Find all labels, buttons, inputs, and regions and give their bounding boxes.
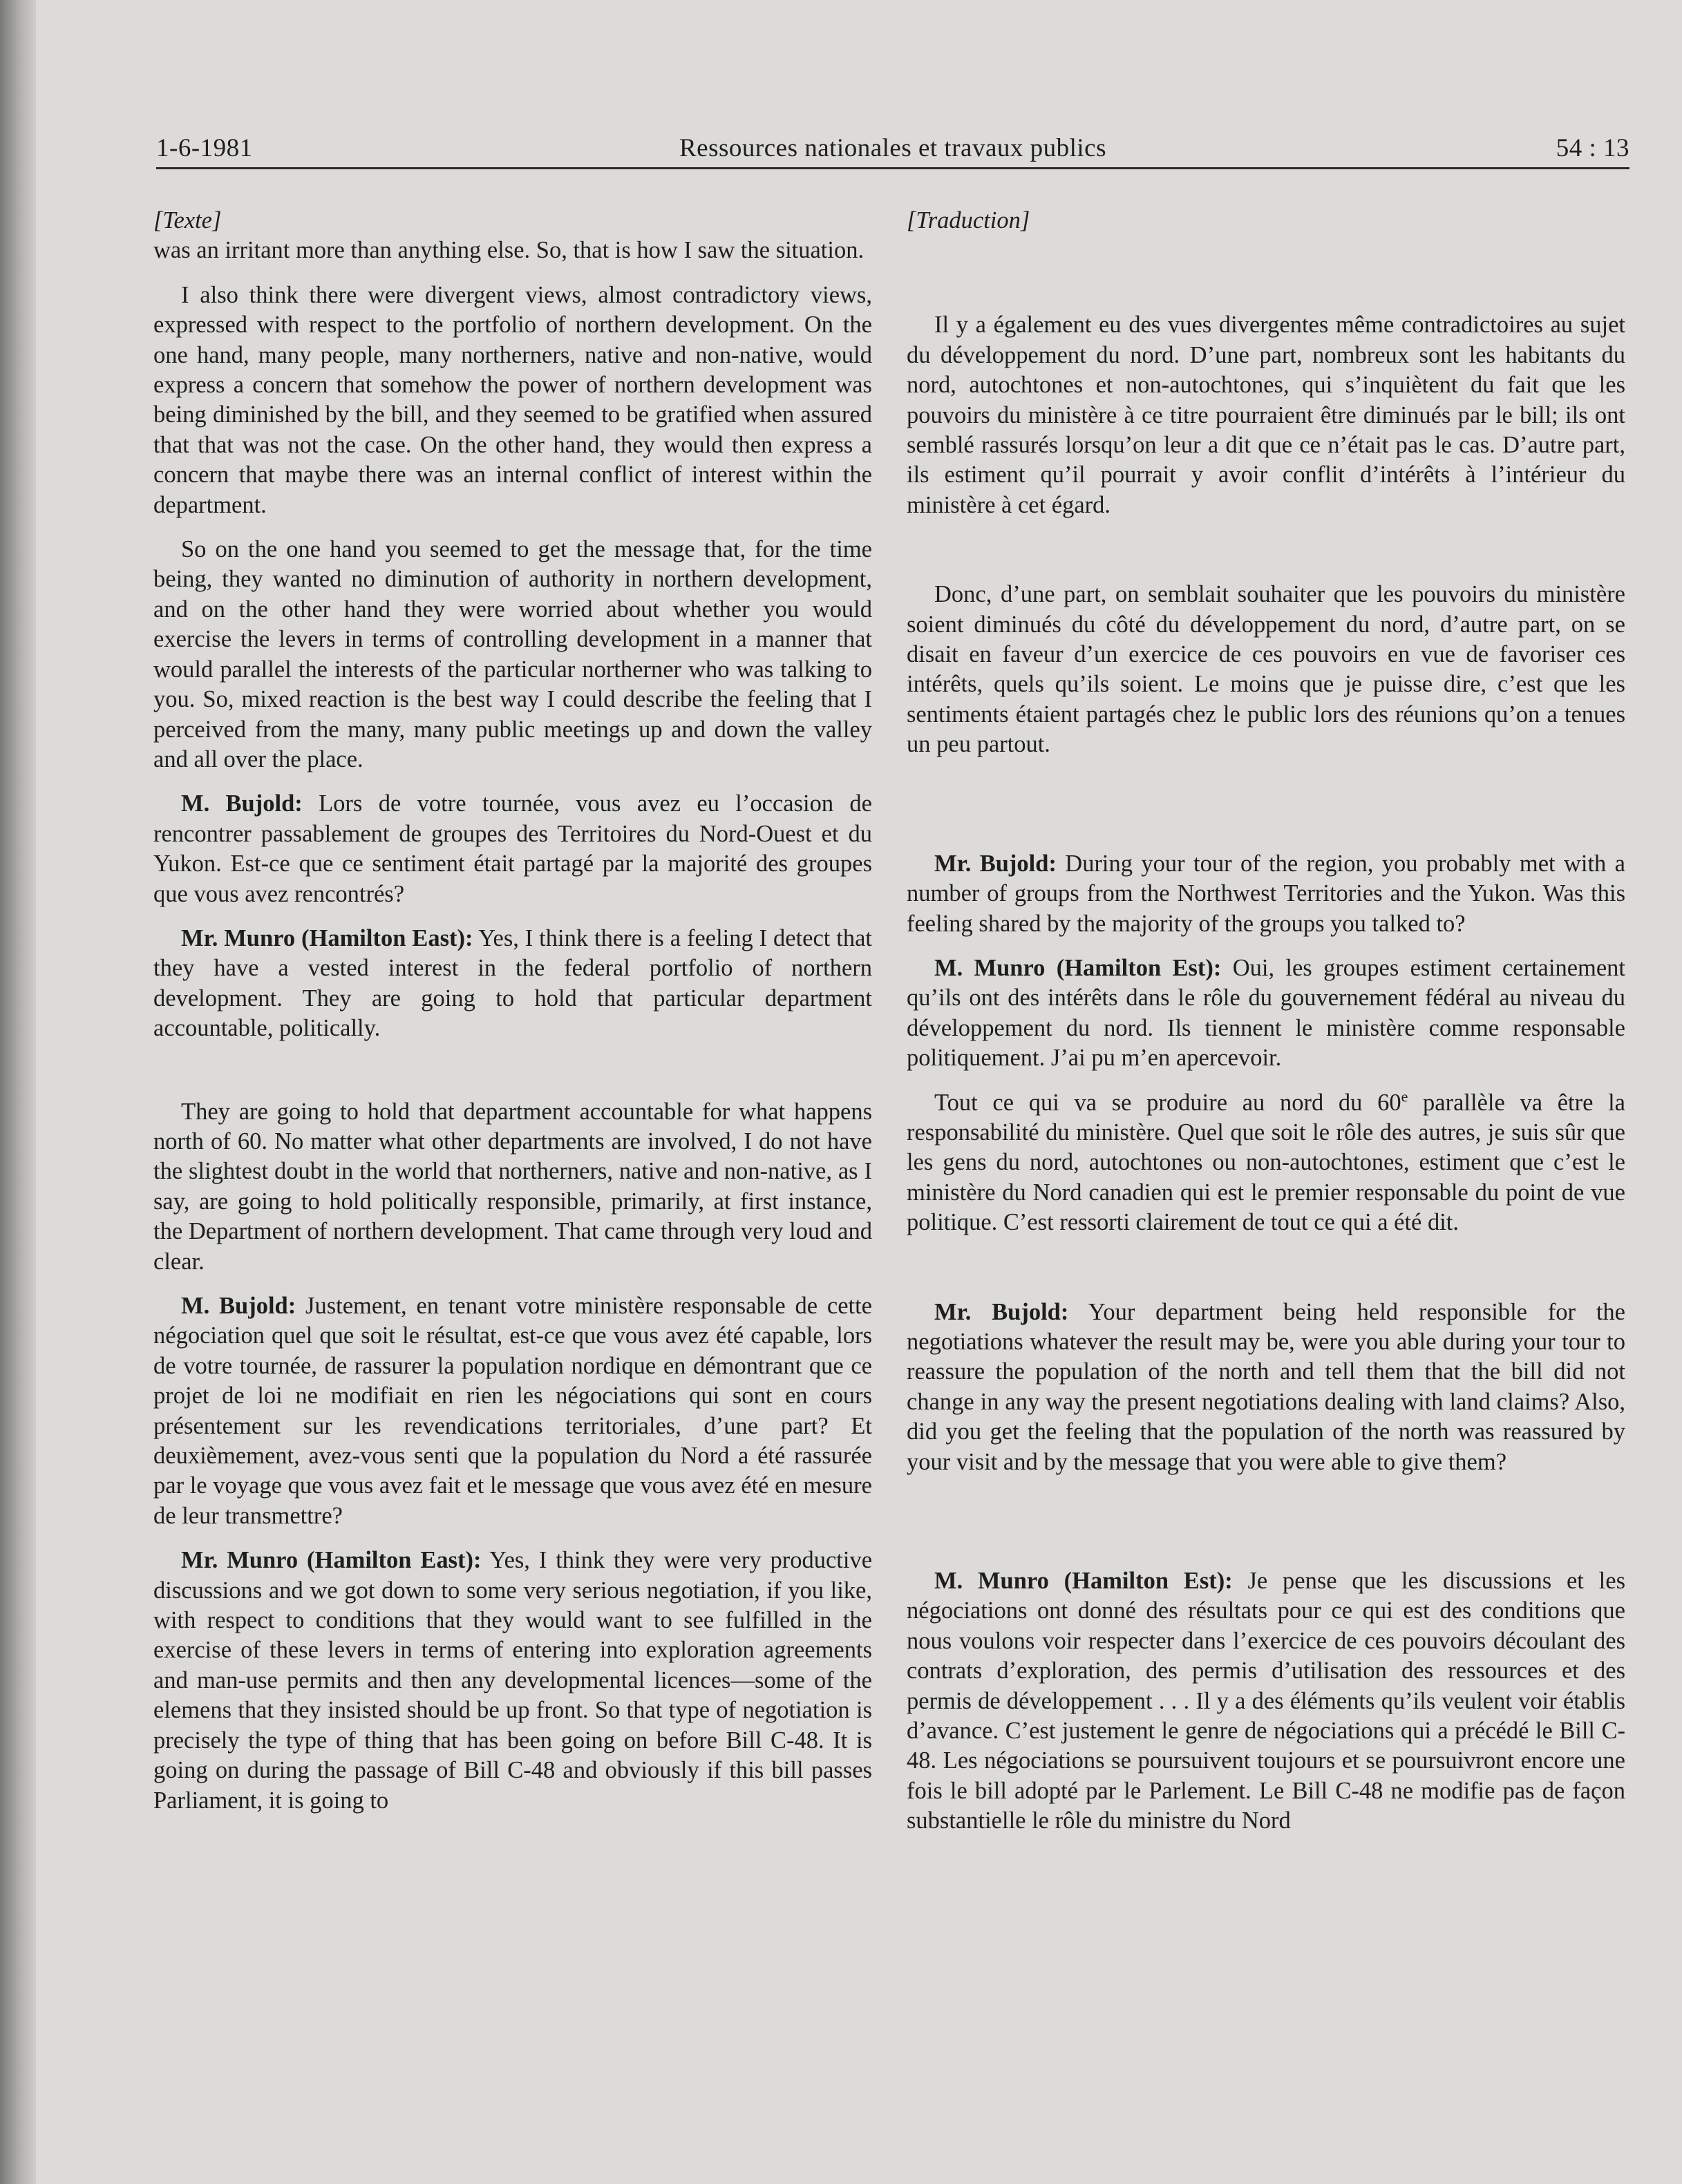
paragraph: Donc, d’une part, on semblait souhaiter que les pouvoirs du ministère soient diminués du côté du développement du nord, d’autre part, on se disait en faveur d’un exercice de ces pouvoirs en vue de favoriser ces intérêts, quels qu’ils soient. Le moins que je puisse dire, c’est que les sentiments étaient partagés chez le public lors des réunions qu’on a tenues un peu partout.: [907, 581, 1625, 758]
speaker-name: M. Munro (Hamilton Est):: [934, 1568, 1233, 1594]
paragraph: I also think there were divergent views, almost contradictory views, expressed with respect to the portfolio of northern development. On the one hand, many people, many northerners, native and non-native, would express a concern that somehow the power of northern development was being diminished by the bill, and they seemed to be gratified when assured that that was not the case. On the other hand, they would then express a concern that maybe there was an internal conflict of interest within the department.: [153, 281, 872, 518]
speech-bujold: [907, 1298, 1625, 1477]
speech-text: Yes, I think there is a feeling I detect that they have a vested interest in the federal portfolio of northern development. They are going to hold that particular department accountable, politically.: [153, 924, 873, 1042]
paragraph: was an irritant more than anything else. So, that is how I saw the situation.: [153, 237, 864, 264]
speaker-name: Mr. Bujold:: [934, 850, 1057, 877]
speech-text: Je pense que les discussions et les négociations ont donné des résultats pour ce qui est des conditions que nous voulons voir respecter dans l’exercice de ces pouvoirs découlant des contrats d’exploration, des permis d’utilisation des ressources et des permis de développement . . . Il y a des éléments qu’ils veulent voir établis d’avance. C’est justement le genre de négociations qui a précédé le Bill C-48. Les négociations se poursuivent toujours et se poursuivront encore une fois le bill adopté par le Parlement. Le Bill C-48 ne modifie pas de façon substantielle le rôle du ministre du Nord: [907, 1568, 1625, 1834]
english-column: [153, 206, 872, 1816]
paragraph-text: parallèle va être la responsabilité du ministère. Quel que soit le rôle des autres, je suis sûr que les gens du nord, autochtones ou non-autochtones, estiment que c’est le ministère du Nord canadien qui est le premier responsable du point de vue politique. C’est ressorti clairement de tout ce qui a été dit.: [907, 1089, 1625, 1236]
paragraph-text: Tout ce qui va se produire au nord du 60: [934, 1089, 1401, 1116]
speech-text: Justement, en tenant votre ministère responsable de cette négociation quel que soit le résultat, est-ce que vous avez été capable, lors de votre tournée, de rassurer la population nordique en démontrant que ce projet de loi ne modifiait en rien les négociations qui sont en cours présentement sur les revendications territoriales, d’une part? Et deuxièmement, avez-vous senti que la population du Nord a été rassurée par le voyage que vous avez fait et le message que vous avez été en mesure de leur transmettre?: [153, 1293, 872, 1529]
speaker-name: Mr. Munro (Hamilton East):: [181, 1547, 482, 1574]
paragraph: Il y a également eu des vues divergentes même contradictoires au sujet du développement du nord. D’une part, nombreux sont les habitants du nord, autochtones et non-autochtones, qui s’inquiètent du fait que les pouvoirs du ministère à ce titre pourraient être diminués par le bill; ils ont semblé rassurés lorsqu’on leur a dit que ce n’était pas le cas. D’autre part, ils estiment qu’il pourrait y avoir conflit d’intérêts à l’intérieur du ministère à cet égard.: [907, 312, 1625, 518]
speech-munro: [907, 953, 1625, 1074]
speech-text: Oui, les groupes estiment certainement qu’ils ont des intérêts dans le rôle du gouvernement fédéral au niveau du développement du nord. Ils tiennent le ministère comme responsable politiquement. J’ai pu m’en apercevoir.: [907, 954, 1625, 1072]
speech-text: Yes, I think they were very productive discussions and we got down to some very serious negotiation, if you like, with respect to conditions that they would want to see fulfilled in the exercise of these levers in terms of entering into exploration agreements and man-use permits and then any developmental licences—some of the elemens that they insisted should be up front. So that type of negotiation is precisely the type of thing that has been going on before Bill C-48. It is going on during the passage of Bill C-48 and obviously if this bill passes Parliament, it is going to: [153, 1547, 873, 1814]
speech-munro: [907, 1566, 1625, 1836]
column-label-traduction: [Traduction]: [907, 207, 1030, 234]
speaker-name: Mr. Bujold:: [934, 1298, 1069, 1325]
header-date: 1-6-1981: [156, 134, 253, 162]
header-page-number: 54 : 13: [1556, 134, 1629, 162]
speaker-name: Mr. Munro (Hamilton East):: [181, 924, 473, 951]
speech-bujold: [153, 789, 872, 909]
speech-bujold: [907, 849, 1625, 939]
speech-text: Lors de votre tournée, vous avez eu l’occasion de rencontrer passablement de groupes des Territoires du Nord-Ouest et du Yukon. Est-ce que ce sentiment était partagé par la majorité des groupes que vous avez rencontrés?: [153, 790, 872, 907]
header-title: Ressources nationales et travaux publics: [679, 134, 1106, 162]
french-column: [907, 206, 1625, 1836]
book-binding-shadow: [0, 0, 36, 2184]
speaker-name: M. Bujold:: [181, 1293, 296, 1319]
speech-text: During your tour of the region, you probably met with a number of groups from the Northwest Territories and the Yukon. Was this feeling shared by the majority of the groups you talked to?: [907, 850, 1625, 937]
speech-munro: [153, 924, 872, 1044]
speaker-name: M. Bujold:: [181, 790, 303, 817]
ordinal-superscript: e: [1401, 1088, 1408, 1105]
speech-bujold: [153, 1291, 872, 1531]
paragraph: So on the one hand you seemed to get the message that, for the time being, they wanted no diminution of authority in northern development, and on the other hand they were worried about whether you would exercise the levers in terms of controlling development in a manner that would parallel the interests of the particular northerner who was talking to you. So, mixed reaction is the best way I could describe the feeling that I perceived from the many, many public meetings up and down the valley and all over the place.: [153, 536, 872, 772]
speaker-name: M. Munro (Hamilton Est):: [934, 954, 1222, 981]
speech-munro: [153, 1546, 872, 1816]
paragraph: They are going to hold that department accountable for what happens north of 60. No matter what other departments are involved, I do not have the slightest doubt in the world that northerners, native and non-native, as I say, are going to hold politically responsible, primarily, at first instance, the Department of northern development. That came through very loud and clear.: [153, 1098, 872, 1275]
paragraph: [907, 1088, 1625, 1238]
column-label-texte: [Texte]: [153, 207, 222, 234]
running-header: [156, 133, 1629, 169]
speech-text: Your department being held responsible for the negotiations whatever the result may be, were you able during your tour to reassure the population of the north and tell them that the bill did not change in any way the present negotiations dealing with land claims? Also, did you get the feeling that the population of the north was reassured by your visit and by the message that you were able to give them?: [907, 1298, 1625, 1475]
